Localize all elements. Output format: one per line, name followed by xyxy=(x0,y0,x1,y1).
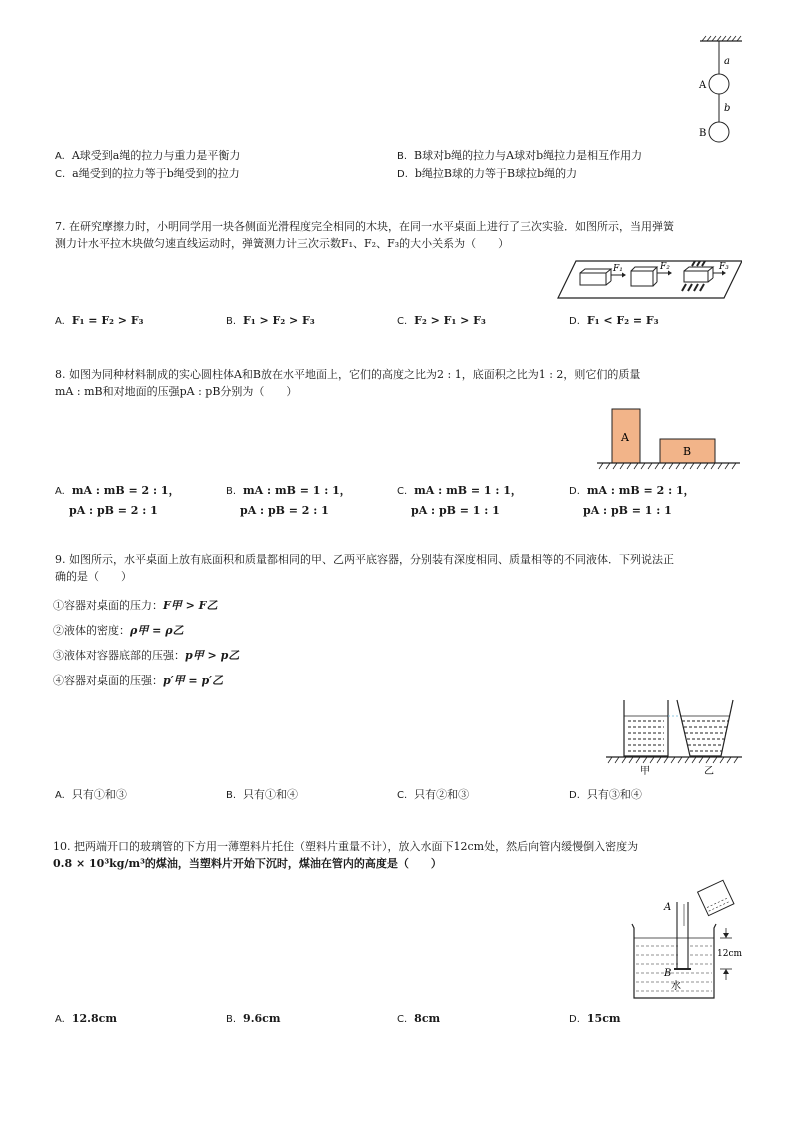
q7-option-a[interactable]: A. F₁ = F₂ > F₃ xyxy=(55,314,144,327)
q9-option-a[interactable]: A. 只有①和③ xyxy=(55,788,127,801)
q6-option-b[interactable]: B. B球对b绳的拉力与A球对b绳拉力是相互作用力 xyxy=(397,149,643,162)
q7-option-c[interactable]: C. F₂ > F₁ > F₃ xyxy=(397,314,486,327)
q10-option-c[interactable]: C. 8cm xyxy=(397,1012,441,1025)
water-label: 水 xyxy=(671,981,681,992)
q9-option-c[interactable]: C. 只有②和③ xyxy=(397,788,470,801)
container-yi-label: 乙 xyxy=(704,766,714,777)
q7-figure xyxy=(556,257,742,302)
rope-a-label: a xyxy=(724,56,730,67)
q8-figure xyxy=(595,406,743,470)
q8-option-a[interactable]: A. mA : mB = 2 : 1， pA : pB = 2 : 1 xyxy=(55,484,180,517)
q8-stem: 8. 如图为同种材料制成的实心圆柱体A和B放在水平地面上，它们的高度之比为2 : 1，底面积之比为1 : 2，则它们的质量 mA : mB和对地面的压强pA : pB分别为（ ） xyxy=(55,368,641,398)
q10-stem: 10. 把两端开口的玻璃管的下方用一薄塑料片托住（塑料片重量不计），放入水面下12cm处，然后向管内缓慢倒入密度为 0.8 × 10³kg/m³的煤油，当塑料片开始下沉时，煤油在管内的高度是（ ） xyxy=(53,840,639,870)
q9-stem: 9. 如图所示，水平桌面上放有底面积和质量都相同的甲、乙两平底容器，分别装有深度相同、质量相等的不同液体．下列说法正 确的是（ ） xyxy=(55,553,674,583)
q9-statement-3: ③液体对容器底部的压强：p甲 > p乙 xyxy=(53,649,240,662)
q9-statement-2: ②液体的密度：ρ甲 = ρ乙 xyxy=(53,624,184,637)
f3-label: F₃ xyxy=(719,262,729,272)
tube-A-label: A xyxy=(664,902,672,913)
q10-option-d[interactable]: D. 15cm xyxy=(569,1012,621,1025)
q8-option-b[interactable]: B. mA : mB = 1 : 1， pA : pB = 2 : 1 xyxy=(226,484,351,517)
q8-option-d[interactable]: D. mA : mB = 2 : 1， pA : pB = 1 : 1 xyxy=(569,484,695,517)
rope-b-label: b xyxy=(724,103,731,114)
q10-option-b[interactable]: B. 9.6cm xyxy=(226,1012,281,1025)
q6-figure xyxy=(690,34,750,146)
q7-option-b[interactable]: B. F₁ > F₂ > F₃ xyxy=(226,314,315,327)
depth-label: 12cm xyxy=(717,949,743,959)
ball-A-label: A xyxy=(699,80,707,91)
q8-option-c[interactable]: C. mA : mB = 1 : 1， pA : pB = 1 : 1 xyxy=(397,484,522,517)
ball-B-label: B xyxy=(699,128,707,139)
q6-option-d[interactable]: D. b绳拉B球的力等于B球拉b绳的力 xyxy=(397,167,578,180)
q10-option-a[interactable]: A. 12.8cm xyxy=(55,1012,117,1025)
container-jia-label: 甲 xyxy=(640,766,650,777)
q7-option-d[interactable]: D. F₁ < F₂ = F₃ xyxy=(569,314,659,327)
q6-option-c[interactable]: C. a绳受到的拉力等于b绳受到的拉力 xyxy=(55,167,240,180)
q9-option-b[interactable]: B. 只有①和④ xyxy=(226,788,299,801)
f1-label: F₁ xyxy=(613,264,623,274)
q10-figure xyxy=(622,876,748,1002)
cylinder-A-label: A xyxy=(621,431,629,444)
q6-option-a[interactable]: A. A球受到a绳的拉力与重力是平衡力 xyxy=(55,149,241,162)
cylinder-B-label: B xyxy=(683,445,692,458)
plate-B-label: B xyxy=(664,968,672,979)
q9-statement-1: ①容器对桌面的压力：F甲 > F乙 xyxy=(53,599,218,612)
f2-label: F₂ xyxy=(660,262,670,272)
q9-statement-4: ④容器对桌面的压强：p′甲 = p′乙 xyxy=(53,674,224,687)
q9-option-d[interactable]: D. 只有③和④ xyxy=(569,788,642,801)
q9-figure xyxy=(604,696,744,778)
q7-stem: 7. 在研究摩擦力时，小明同学用一块各侧面光滑程度完全相同的木块，在同一水平桌面上进行了三次实验．如图所示，当用弹簧 测力计水平拉木块做匀速直线运动时，弹簧测力计三次示数F₁、F₂、F₃的大小关系为（ ） xyxy=(55,220,674,250)
